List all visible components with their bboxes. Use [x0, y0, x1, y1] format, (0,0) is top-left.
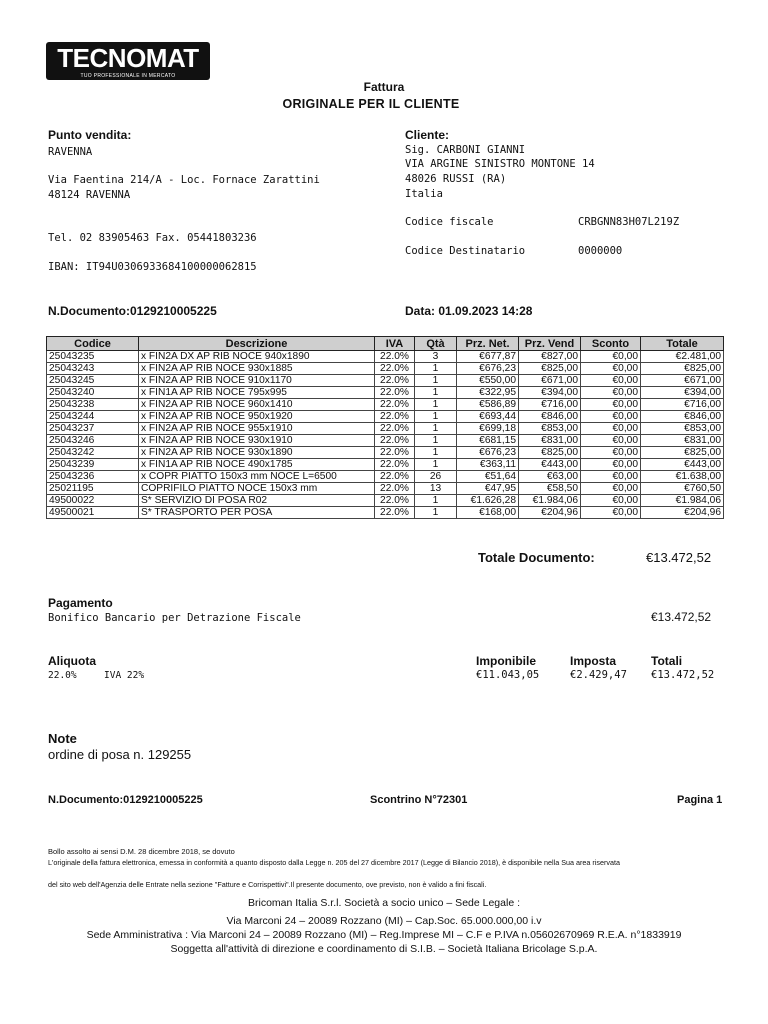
cell-sconto: €0,00	[581, 483, 641, 495]
tecnomat-logo	[46, 42, 210, 80]
cell-prz-net: €1.626,28	[457, 495, 519, 507]
cell-descrizione: COPRIFILO PIATTO NOCE 150x3 mm	[139, 483, 375, 495]
cell-totale: €760,50	[641, 483, 724, 495]
company-line-1: Bricoman Italia S.r.l. Società a socio unico – Sede Legale :	[248, 897, 520, 909]
cell-sconto: €0,00	[581, 375, 641, 387]
cell-iva: 22.0%	[375, 387, 415, 399]
cell-prz-net: €586,89	[457, 399, 519, 411]
cell-totale: €204,96	[641, 507, 724, 519]
cell-iva: 22.0%	[375, 375, 415, 387]
cell-descrizione: x FIN1A AP RIB NOCE 490x1785	[139, 459, 375, 471]
footer-document-number: N.Documento:0129210005225	[48, 794, 203, 806]
cell-qta: 3	[415, 351, 457, 363]
table-row	[47, 447, 724, 459]
cell-prz-vend: €394,00	[519, 387, 581, 399]
cell-prz-net: €363,11	[457, 459, 519, 471]
cell-iva: 22.0%	[375, 459, 415, 471]
cell-prz-net: €693,44	[457, 411, 519, 423]
cell-prz-vend: €827,00	[519, 351, 581, 363]
cell-totale: €853,00	[641, 423, 724, 435]
cell-iva: 22.0%	[375, 471, 415, 483]
items-table	[46, 336, 724, 519]
client-label: Cliente:	[405, 128, 450, 142]
totale-label: Totale Documento:	[478, 550, 595, 565]
cell-descrizione: S* SERVIZIO DI POSA R02	[139, 495, 375, 507]
cell-codice: 25043242	[47, 447, 139, 459]
cell-prz-net: €550,00	[457, 375, 519, 387]
cell-totale: €1.638,00	[641, 471, 724, 483]
cell-prz-vend: €671,00	[519, 375, 581, 387]
imponibile-label: Imponibile	[476, 654, 536, 668]
cell-codice: 49500022	[47, 495, 139, 507]
cell-descrizione: x FIN2A DX AP RIB NOCE 940x1890	[139, 351, 375, 363]
cell-totale: €2.481,00	[641, 351, 724, 363]
aliquota-label: Aliquota	[48, 654, 96, 668]
fiscal-code-label: Codice fiscale	[405, 216, 494, 228]
table-row	[47, 507, 724, 519]
fiscal-code-value: CRBGNN83H07L219Z	[578, 216, 680, 228]
cell-sconto: €0,00	[581, 423, 641, 435]
store-phone: Tel. 02 83905463 Fax. 05441803236	[48, 232, 257, 244]
imposta-value: €2.429,47	[570, 669, 627, 681]
table-row	[47, 351, 724, 363]
table-row	[47, 459, 724, 471]
cell-totale: €846,00	[641, 411, 724, 423]
col-header-codice: Codice	[47, 337, 139, 351]
cell-codice: 25043240	[47, 387, 139, 399]
cell-descrizione: x FIN2A AP RIB NOCE 960x1410	[139, 399, 375, 411]
cell-prz-vend: €63,00	[519, 471, 581, 483]
client-country: Italia	[405, 188, 443, 200]
cell-qta: 1	[415, 411, 457, 423]
cell-codice: 25043237	[47, 423, 139, 435]
legal-line-2: L'originale della fattura elettronica, emessa in conformità a quanto disposto dalla Legge n. 205 del 27 dicembre 2017 (Legge di Bilancio 2018), è disponibile nella Sua area riservata	[48, 858, 620, 867]
totali-value: €13.472,52	[651, 669, 715, 681]
cell-prz-net: €676,23	[457, 363, 519, 375]
cell-iva: 22.0%	[375, 483, 415, 495]
document-number: N.Documento:0129210005225	[48, 304, 217, 318]
cell-codice: 25043245	[47, 375, 139, 387]
company-line-2: Via Marconi 24 – 20089 Rozzano (MI) – Cap.Soc. 65.000.000,00 i.v	[226, 915, 542, 927]
cell-totale: €825,00	[641, 363, 724, 375]
client-zip-city: 48026 RUSSI (RA)	[405, 173, 507, 185]
cell-prz-vend: €831,00	[519, 435, 581, 447]
cell-codice: 49500021	[47, 507, 139, 519]
table-row	[47, 483, 724, 495]
store-iban: IBAN: IT94U0306933684100000062815	[48, 261, 257, 273]
cell-descrizione: x FIN2A AP RIB NOCE 930x1890	[139, 447, 375, 459]
cell-prz-vend: €1.984,06	[519, 495, 581, 507]
cell-sconto: €0,00	[581, 495, 641, 507]
cell-totale: €394,00	[641, 387, 724, 399]
cell-sconto: €0,00	[581, 351, 641, 363]
cell-prz-net: €51,64	[457, 471, 519, 483]
cell-prz-net: €168,00	[457, 507, 519, 519]
store-zip-city: 48124 RAVENNA	[48, 189, 131, 201]
page-number: Pagina 1	[677, 794, 723, 806]
legal-line-1: Bollo assolto ai sensi D.M. 28 dicembre 2018, se dovuto	[48, 847, 235, 856]
cell-qta: 1	[415, 363, 457, 375]
dest-code-value: 0000000	[578, 245, 623, 257]
dest-code-label: Codice Destinatario	[405, 245, 526, 257]
table-header-row	[47, 337, 724, 351]
cell-prz-net: €676,23	[457, 447, 519, 459]
note-label: Note	[48, 731, 77, 746]
cell-prz-vend: €204,96	[519, 507, 581, 519]
cell-prz-vend: €58,50	[519, 483, 581, 495]
cell-codice: 25043244	[47, 411, 139, 423]
company-line-3: Sede Amministrativa : Via Marconi 24 – 20089 Rozzano (MI) – Reg.Imprese MI – C.F e P.IVA n.05602670969 R.E.A. n°1833919	[86, 929, 682, 941]
cell-codice: 25043239	[47, 459, 139, 471]
col-header-prz-net: Prz. Net.	[457, 337, 519, 351]
cell-totale: €443,00	[641, 459, 724, 471]
cell-qta: 13	[415, 483, 457, 495]
client-address: VIA ARGINE SINISTRO MONTONE 14	[405, 158, 595, 170]
cell-descrizione: x FIN2A AP RIB NOCE 910x1170	[139, 375, 375, 387]
cell-descrizione: S* TRASPORTO PER POSA	[139, 507, 375, 519]
cell-qta: 1	[415, 495, 457, 507]
imposta-label: Imposta	[570, 654, 617, 668]
cell-codice: 25021195	[47, 483, 139, 495]
cell-iva: 22.0%	[375, 423, 415, 435]
totali-label: Totali	[651, 654, 683, 668]
cell-prz-vend: €853,00	[519, 423, 581, 435]
note-text: ordine di posa n. 129255	[48, 747, 192, 762]
cell-iva: 22.0%	[375, 399, 415, 411]
cell-totale: €1.984,06	[641, 495, 724, 507]
cell-qta: 1	[415, 459, 457, 471]
cell-sconto: €0,00	[581, 459, 641, 471]
cell-prz-net: €699,18	[457, 423, 519, 435]
cell-qta: 1	[415, 507, 457, 519]
col-header-descrizione: Descrizione	[139, 337, 375, 351]
logo-name: TECNOMAT	[57, 43, 199, 73]
cell-totale: €825,00	[641, 447, 724, 459]
totale-value: €13.472,52	[646, 550, 712, 565]
store-address: Via Faentina 214/A - Loc. Fornace Zarattini	[48, 174, 320, 186]
table-row	[47, 363, 724, 375]
cell-prz-net: €322,95	[457, 387, 519, 399]
cell-qta: 1	[415, 423, 457, 435]
cell-prz-vend: €846,00	[519, 411, 581, 423]
cell-totale: €716,00	[641, 399, 724, 411]
logo-tagline: TUO PROFESSIONALE IN MERCATO	[80, 73, 176, 79]
cell-sconto: €0,00	[581, 507, 641, 519]
cell-sconto: €0,00	[581, 411, 641, 423]
cell-qta: 26	[415, 471, 457, 483]
cell-qta: 1	[415, 399, 457, 411]
cell-sconto: €0,00	[581, 471, 641, 483]
cell-descrizione: x FIN2A AP RIB NOCE 930x1885	[139, 363, 375, 375]
col-header-qta: Qtà	[415, 337, 457, 351]
table-row	[47, 411, 724, 423]
table-row	[47, 423, 724, 435]
cell-prz-net: €47,95	[457, 483, 519, 495]
table-row	[47, 495, 724, 507]
cell-iva: 22.0%	[375, 507, 415, 519]
cell-iva: 22.0%	[375, 447, 415, 459]
aliquota-desc: IVA 22%	[104, 670, 145, 681]
col-header-iva: IVA	[375, 337, 415, 351]
cell-sconto: €0,00	[581, 447, 641, 459]
company-line-4: Soggetta all'attività di direzione e coordinamento di S.I.B. – Società Italiana Bricolage S.p.A.	[170, 943, 598, 955]
cell-prz-vend: €825,00	[519, 363, 581, 375]
cell-codice: 25043235	[47, 351, 139, 363]
col-header-prz-vend: Prz. Vend	[519, 337, 581, 351]
cell-prz-net: €677,87	[457, 351, 519, 363]
cell-sconto: €0,00	[581, 399, 641, 411]
cell-descrizione: x FIN1A AP RIB NOCE 795x995	[139, 387, 375, 399]
cell-codice: 25043236	[47, 471, 139, 483]
pagamento-label: Pagamento	[48, 596, 113, 610]
cell-prz-vend: €825,00	[519, 447, 581, 459]
cell-codice: 25043238	[47, 399, 139, 411]
store-city: RAVENNA	[48, 146, 93, 158]
cell-qta: 1	[415, 387, 457, 399]
cell-prz-vend: €716,00	[519, 399, 581, 411]
cell-codice: 25043246	[47, 435, 139, 447]
cell-prz-net: €681,15	[457, 435, 519, 447]
table-row	[47, 435, 724, 447]
aliquota-rate: 22.0%	[48, 670, 77, 681]
col-header-sconto: Sconto	[581, 337, 641, 351]
table-row	[47, 471, 724, 483]
cell-codice: 25043243	[47, 363, 139, 375]
cell-totale: €671,00	[641, 375, 724, 387]
cell-qta: 1	[415, 375, 457, 387]
document-date: Data: 01.09.2023 14:28	[405, 304, 533, 318]
table-row	[47, 375, 724, 387]
cell-descrizione: x COPR PIATTO 150x3 mm NOCE L=6500	[139, 471, 375, 483]
col-header-totale: Totale	[641, 337, 724, 351]
cell-descrizione: x FIN2A AP RIB NOCE 930x1910	[139, 435, 375, 447]
table-row	[47, 399, 724, 411]
table-row	[47, 387, 724, 399]
cell-qta: 1	[415, 447, 457, 459]
cell-qta: 1	[415, 435, 457, 447]
document-title: Fattura	[363, 80, 405, 94]
cell-totale: €831,00	[641, 435, 724, 447]
cell-sconto: €0,00	[581, 387, 641, 399]
pagamento-method: Bonifico Bancario per Detrazione Fiscale	[48, 612, 301, 624]
scontrino-number: Scontrino N°72301	[370, 794, 468, 806]
cell-iva: 22.0%	[375, 351, 415, 363]
legal-line-3: del sito web dell'Agenzia delle Entrate nella sezione "Fatture e Corrispettivi".Il presente documento, ove previsto, non è valido a fini fiscali.	[48, 880, 487, 889]
cell-iva: 22.0%	[375, 435, 415, 447]
imponibile-value: €11.043,05	[476, 669, 540, 681]
document-subtitle: ORIGINALE PER IL CLIENTE	[282, 97, 460, 111]
cell-descrizione: x FIN2A AP RIB NOCE 955x1910	[139, 423, 375, 435]
cell-iva: 22.0%	[375, 495, 415, 507]
cell-iva: 22.0%	[375, 363, 415, 375]
client-name: Sig. CARBONI GIANNI	[405, 144, 526, 156]
pagamento-value: €13.472,52	[651, 610, 712, 624]
cell-iva: 22.0%	[375, 411, 415, 423]
cell-prz-vend: €443,00	[519, 459, 581, 471]
cell-sconto: €0,00	[581, 363, 641, 375]
cell-descrizione: x FIN2A AP RIB NOCE 950x1920	[139, 411, 375, 423]
store-label: Punto vendita:	[48, 128, 132, 142]
cell-sconto: €0,00	[581, 435, 641, 447]
